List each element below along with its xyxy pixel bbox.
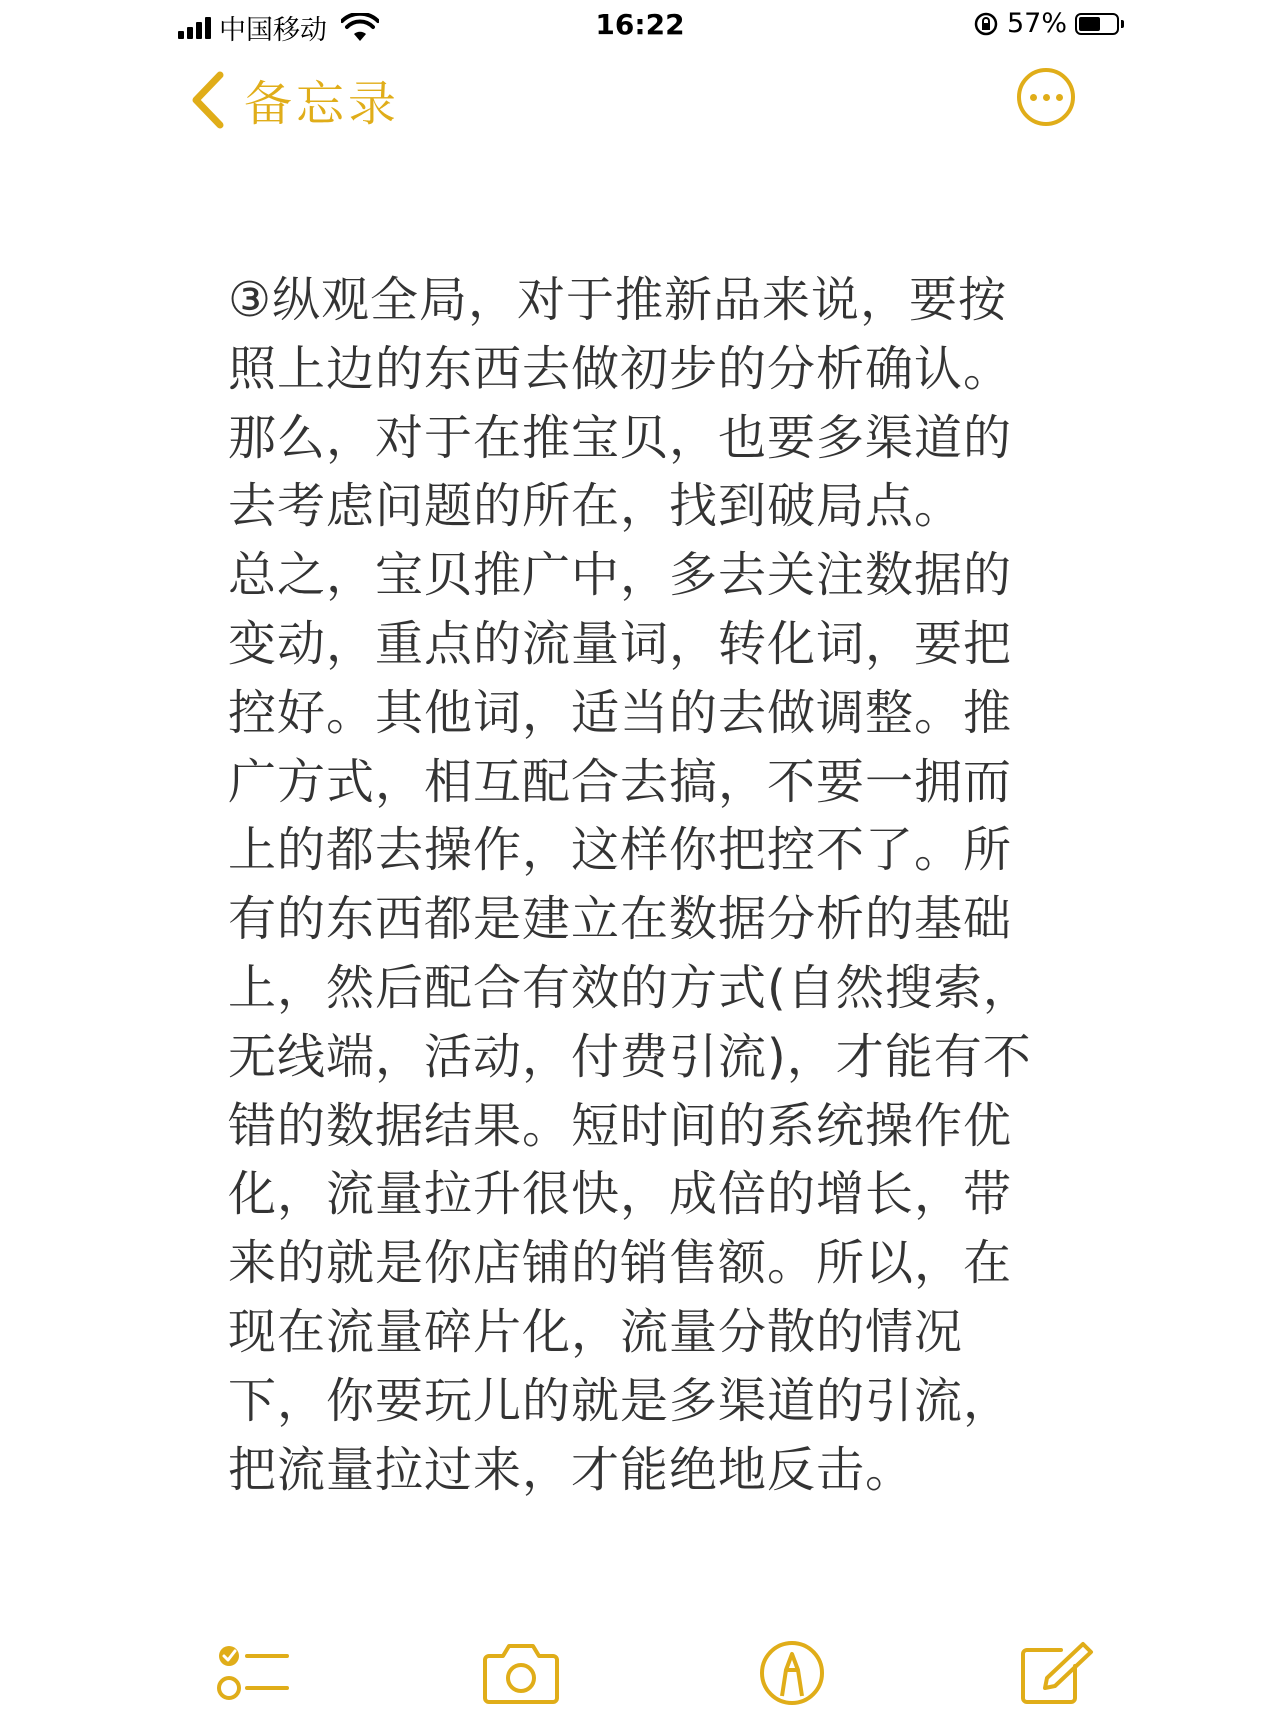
battery-fill (1079, 17, 1100, 31)
back-button[interactable] (190, 65, 400, 134)
status-bar (0, 0, 1280, 50)
note-line: 上，然后配合有效的方式(自然搜索， (228, 959, 1032, 1016)
back-label: 备忘录 (244, 76, 401, 132)
markup-pen-icon[interactable] (752, 1640, 832, 1706)
orientation-lock-icon (973, 11, 999, 37)
note-line: 广方式，相互配合去搞，不要一拥而 (228, 753, 1013, 810)
navigation-bar (0, 55, 1280, 145)
chevron-left-icon (190, 71, 226, 129)
bottom-toolbar (0, 1640, 1280, 1706)
note-line: 化，流量拉升很快，成倍的增长，带 (228, 1166, 1013, 1223)
note-line: 上的都去操作，这样你把控不了。所 (228, 822, 1013, 879)
note-line: 控好。其他词，适当的去做调整。推 (228, 684, 1013, 741)
note-line: 那么，对于在推宝贝，也要多渠道的 (228, 409, 1013, 466)
note-line: 总之，宝贝推广中，多去关注数据的 (228, 547, 1013, 604)
note-line: 现在流量碎片化，流量分散的情况 (228, 1303, 964, 1360)
note-line: 无线端，活动，付费引流)，才能有不 (228, 1028, 1032, 1085)
compose-icon[interactable] (1017, 1640, 1097, 1706)
carrier-name: 中国移动 (219, 15, 327, 46)
note-line: 照上边的东西去做初步的分析确认。 (228, 340, 1013, 397)
ellipsis-circle-icon[interactable] (1017, 68, 1075, 126)
note-line: 下，你要玩儿的就是多渠道的引流， (228, 1372, 1013, 1429)
checklist-icon[interactable] (213, 1640, 293, 1706)
battery-icon (1075, 13, 1124, 35)
note-line: 把流量拉过来，才能绝地反击。 (228, 1441, 915, 1498)
note-content[interactable] (228, 266, 1058, 1504)
note-line: 来的就是你店铺的销售额。所以，在 (228, 1235, 1013, 1292)
clock: 16:22 (595, 8, 685, 41)
note-line: ③纵观全局，对于推新品来说，要按 (228, 272, 1008, 328)
battery-percent: 57% (1006, 8, 1067, 39)
status-right (973, 8, 1124, 39)
note-line: 去考虑问题的所在，找到破局点。 (228, 478, 964, 535)
note-line: 变动，重点的流量词，转化词，要把 (228, 615, 1013, 672)
camera-icon[interactable] (481, 1640, 561, 1706)
note-line: 有的东西都是建立在数据分析的基础 (228, 891, 1013, 948)
note-line: 错的数据结果。短时间的系统操作优 (228, 1097, 1013, 1154)
